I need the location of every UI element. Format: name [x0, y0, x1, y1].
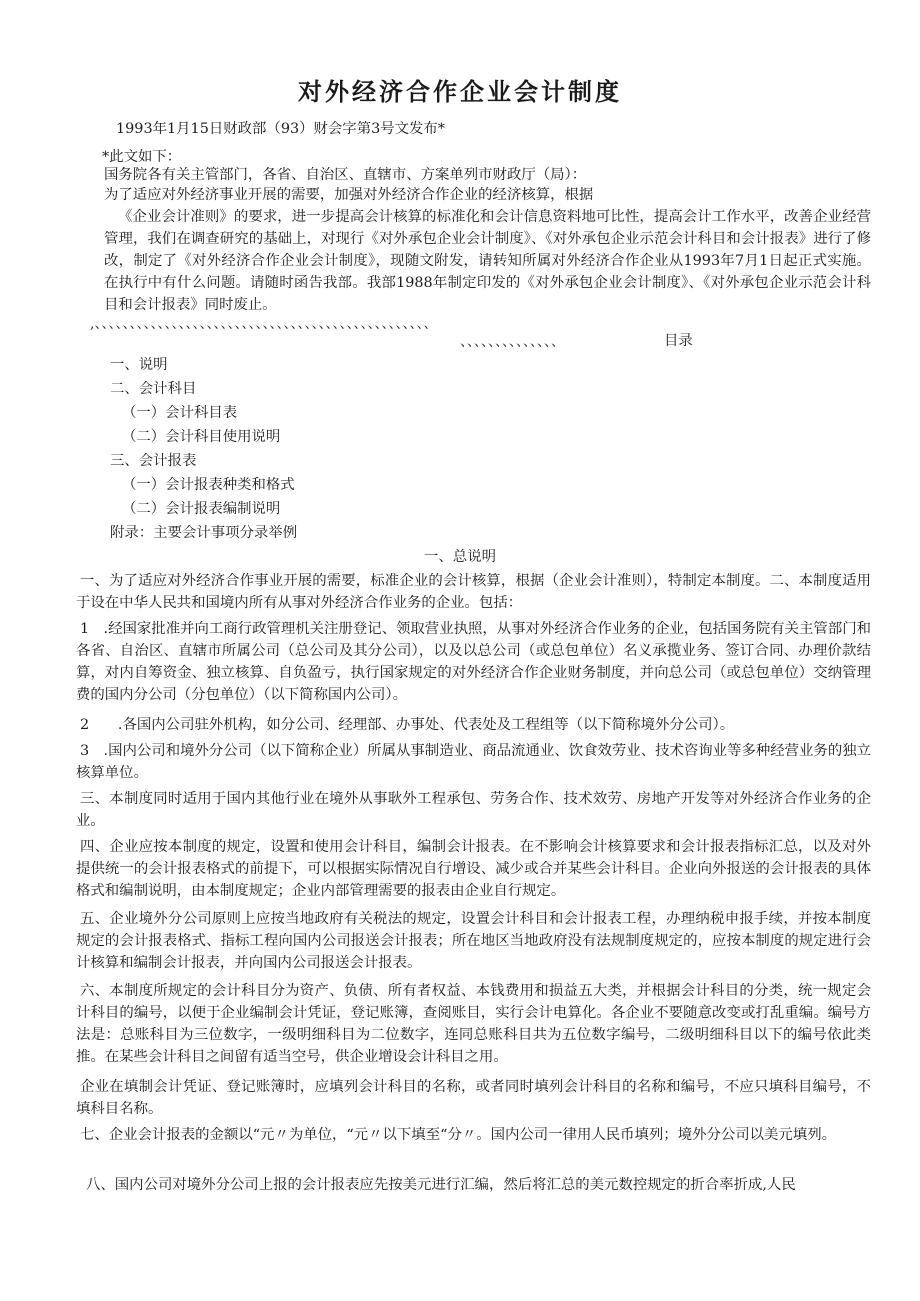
dot-leader-row: ,、、、、、、、、、、、、、、、、、、、、、、、、、、、、、、、、、、、、、、、、、、、、、、、、 [90, 316, 438, 332]
toc-item: （二）会计科目使用说明 [122, 429, 281, 445]
intro-paragraph: 《企业会计准则》的要求，进一步提高会计核算的标准化和会计信息资料地可比性，提高会计工作水平，改善企业经营管理，我们在调查研究的基础上，对现行《对外承包企业会计制度》、《对外承包企业示范会计科目和会计报表》进行了修改，制定了《对外经济合作企业会计制度》，现随文附发，请转知所属对外经济合作企业从1993年7月1日起正式实施。在执行中有什么问题。请随时函告我部。我部1988年制定印发的《对外承包企业会计制度》、《对外承包企业示范会计科目和会计报表》同时废止。 [104, 209, 871, 313]
note-line: *此文如下： [102, 149, 182, 165]
paragraph: 八、国内公司对境外分公司上报的会计报表应先按美元进行汇编，然后将汇总的美元数控规定的折合率折成,人民 [86, 1177, 796, 1193]
paragraph: 三、本制度同时适用于国内其他行业在境外从事耿外工程承包、劳务合作、技术效劳、房地产开发等对外经济合作业务的企业。 [76, 791, 871, 829]
paragraph: 七、企业会计报表的金额以“元〃为单位，“元〃以下填至“分〃。国内公司一律用人民币填列；境外分公司以美元填列。 [80, 1127, 836, 1143]
dot-leader-row-toc: 、、、、、、、、、、、、、、 [460, 334, 565, 350]
paragraph: 1 .经国家批准并向工商行政管理机关注册登记、领取营业执照，从事对外经济合作业务的企业，包括国务院有关主管部门和各省、自治区、直辖市所属公司（总公司及其分公司），以及以总公司（或总包单位）名义承揽业务、签订合同、办理价款结算，对内自筹资金、独立核算、自负盈亏，执行国家规定的对外经济合作企业财务制度，并向总公司（或总包单位）交纳管理费的国内分公司（分包单位）（以下简称国内公司）。 [76, 621, 871, 703]
paragraph: 企业在填制会计凭证、登记账簿时，应填列会计科目的名称，或者同时填列会计科目的名称和编号，不应只填科目编号，不填科目名称。 [76, 1079, 871, 1117]
paragraph: 2 .各国内公司驻外机构，如分公司、经理部、办事处、代表处及工程组等（以下简称境外分公司）。 [80, 717, 735, 733]
toc-item: 附录：主要会计事项分录举例 [110, 525, 298, 541]
toc-item: 二、会计科目 [110, 381, 197, 397]
paragraph: 一、为了适应对外经济合作事业开展的需要，标准企业的会计核算，根据（企业会计准则），特制定本制度。二、本制度适用于设在中华人民共和国境内所有从事对外经济合作业务的企业。包括： [76, 573, 871, 611]
section-heading: 一、总说明 [424, 549, 496, 565]
document-title: 对外经济合作企业会计制度 [298, 78, 622, 106]
toc-heading: 目录 [664, 333, 693, 349]
paragraph: 六、本制度所规定的会计科目分为资产、负债、所有者权益、本钱费用和损益五大类，并根据会计科目的分类，统一规定会计科目的编号，以便于企业编制会计凭证，登记账簿，查阅账目，实行会计电算化。各企业不要随意改变或打乱重编。编号方法是：总账科目为三位数字，一级明细科目为二位数字，连同总账科目共为五位数字编号，二级明细科目以下的编号依此类推。在某些会计科目之间留有适当空号，供企业增设会计科目之用。 [76, 983, 871, 1065]
toc-item: （一）会计报表种类和格式 [122, 477, 295, 493]
addressee-line: 国务院各有关主管部门，各省、自治区、直辖市、方案单列市财政厅（局）： [104, 167, 587, 183]
paragraph: 五、企业境外分公司原则上应按当地政府有关税法的规定，设置会计科目和会计报表工程，办理纳税申报手续，并按本制度规定的会计报表格式、指标工程向国内公司报送会计报表；所在地区当地政府没有法规制度规定的，应按本制度的规定进行会计核算和编制会计报表，并向国内公司报送会计报表。 [76, 911, 871, 971]
paragraph: 3 .国内公司和境外分公司（以下简称企业）所属从事制造业、商品流通业、饮食效劳业、技术咨询业等多种经营业务的独立核算单位。 [76, 743, 871, 781]
toc-item: 一、说明 [110, 357, 168, 373]
paragraph: 四、企业应按本制度的规定，设置和使用会计科目，编制会计报表。在不影响会计核算要求和会计报表指标汇总，以及对外提供统一的会计报表格式的前提下，可以根据实际情况自行增设、减少或合并某些会计科目。企业向外报送的会计报表的具体格式和编制说明，由本制度规定；企业内部管理需要的报表由企业自行规定。 [76, 839, 871, 899]
toc-item: 三、会计报表 [110, 453, 197, 469]
toc-item: （一）会计科目表 [122, 405, 238, 421]
intro-line: 为了适应对外经济事业开展的需要，加强对外经济合作企业的经济核算，根据 [104, 187, 594, 203]
toc-item: （二）会计报表编制说明 [122, 501, 281, 517]
issue-line: 1993年1月15日财政部（93）财会字第3号文发布* [116, 121, 446, 137]
